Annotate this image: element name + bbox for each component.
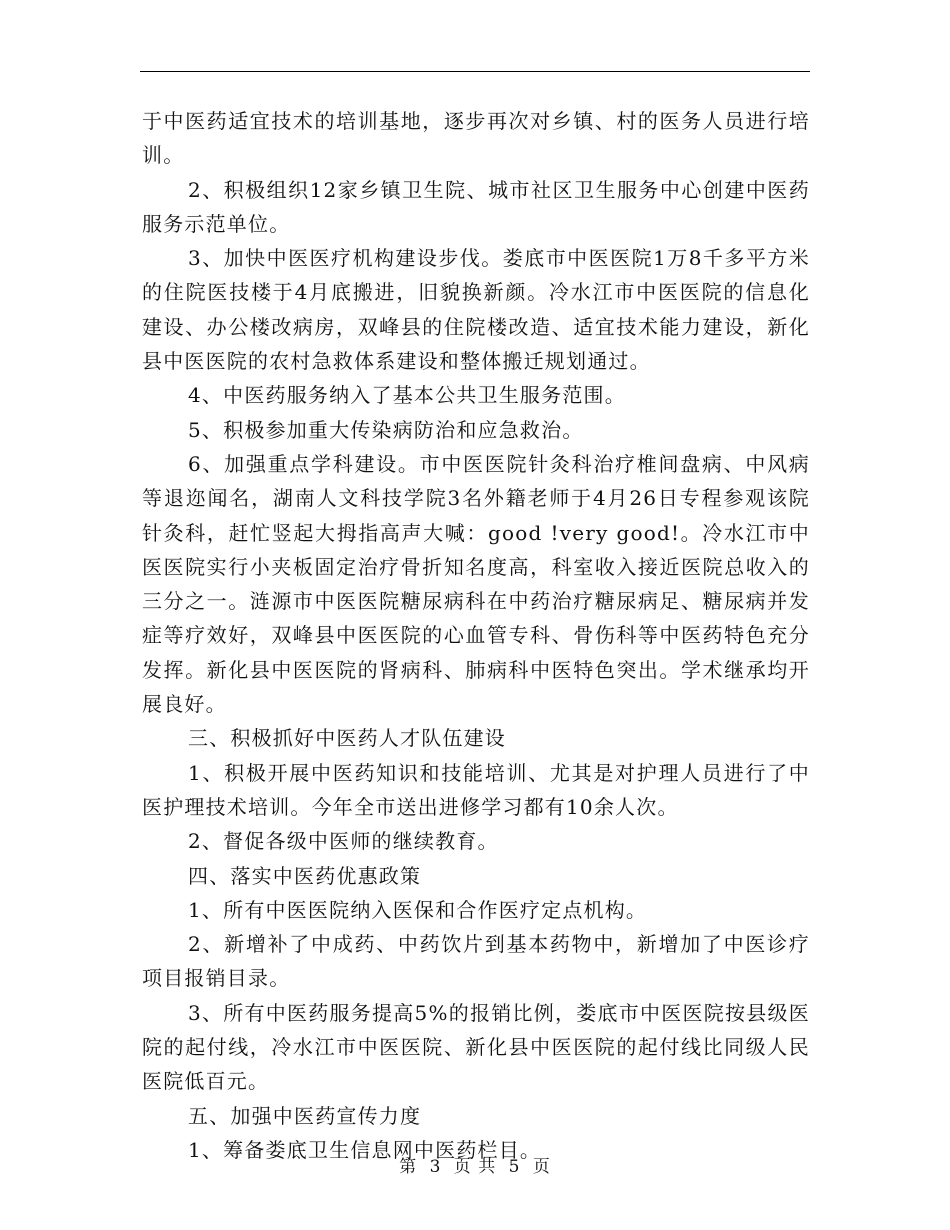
paragraph: 1、所有中医医院纳入医保和合作医疗定点机构。: [188, 897, 648, 922]
paragraph: 于中医药适宜技术的培训基地，逐步再次对乡镇、村的医务人员进行培训。: [142, 109, 810, 168]
paragraph: 5、积极参加重大传染病防治和应急救治。: [188, 417, 584, 442]
paragraph: 3、所有中医药服务提高5%的报销比例，娄底市中医医院按县级医院的起付线，冷水江市中医医院、新化县中医医院的起付线比同级人民医院低百元。: [142, 1000, 810, 1094]
page-footer: [0, 1152, 950, 1177]
paragraph: 1、积极开展中医药知识和技能培训、尤其是对护理人员进行了中医护理技术培训。今年全市送出进修学习都有10余人次。: [142, 760, 810, 819]
paragraph: 2、积极组织12家乡镇卫生院、城市社区卫生服务中心创建中医药服务示范单位。: [142, 177, 810, 236]
footer-current-page: 3: [429, 1157, 442, 1177]
section-heading: 三、积极抓好中医药人才队伍建设: [188, 726, 506, 751]
section-heading: 四、落实中医药优惠政策: [188, 863, 422, 888]
footer-mid: 页 共: [453, 1157, 497, 1177]
section-heading: 五、加强中医药宣传力度: [188, 1103, 422, 1128]
footer-prefix: 第: [399, 1157, 418, 1177]
paragraph: 2、督促各级中医师的继续教育。: [188, 829, 499, 854]
paragraph: 1、筹备娄底卫生信息网中医药栏目。: [188, 1137, 542, 1162]
footer-total-pages: 5: [508, 1157, 521, 1177]
footer-suffix: 页: [532, 1157, 551, 1177]
paragraph: 3、加快中医医疗机构建设步伐。娄底市中医医院1万8千多平方米的住院医技楼于4月底搬进，旧貌换新颜。冷水江市中医医院的信息化建设、办公楼改病房，双峰县的住院楼改造、适宜技术能力建设，新化县中医医院的农村急救体系建设和整体搬迁规划通过。: [142, 246, 810, 374]
header-rule: [140, 71, 810, 72]
paragraph: 4、中医药服务纳入了基本公共卫生服务范围。: [188, 383, 626, 408]
document-body: [142, 104, 810, 1167]
paragraph: 6、加强重点学科建设。市中医医院针灸科治疗椎间盘病、中风病等退迩闻名，湖南人文科技学院3名外籍老师于4月26日专程参观该院针灸科，赶忙竖起大拇指高声大喊：good !very good!。冷水江市中医医院实行小夹板固定治疗骨折知名度高，科室收入接近医院总收入的三分之一。涟源市中医医院糖尿病科在中药治疗糖尿病足、糖尿病并发症等疗效好，双峰县中医医院的心血管专科、骨伤科等中医药特色充分发挥。新化县中医医院的肾病科、肺病科中医特色突出。学术继承均开展良好。: [142, 451, 810, 717]
paragraph: 2、新增补了中成药、中药饮片到基本药物中，新增加了中医诊疗项目报销目录。: [142, 932, 810, 991]
